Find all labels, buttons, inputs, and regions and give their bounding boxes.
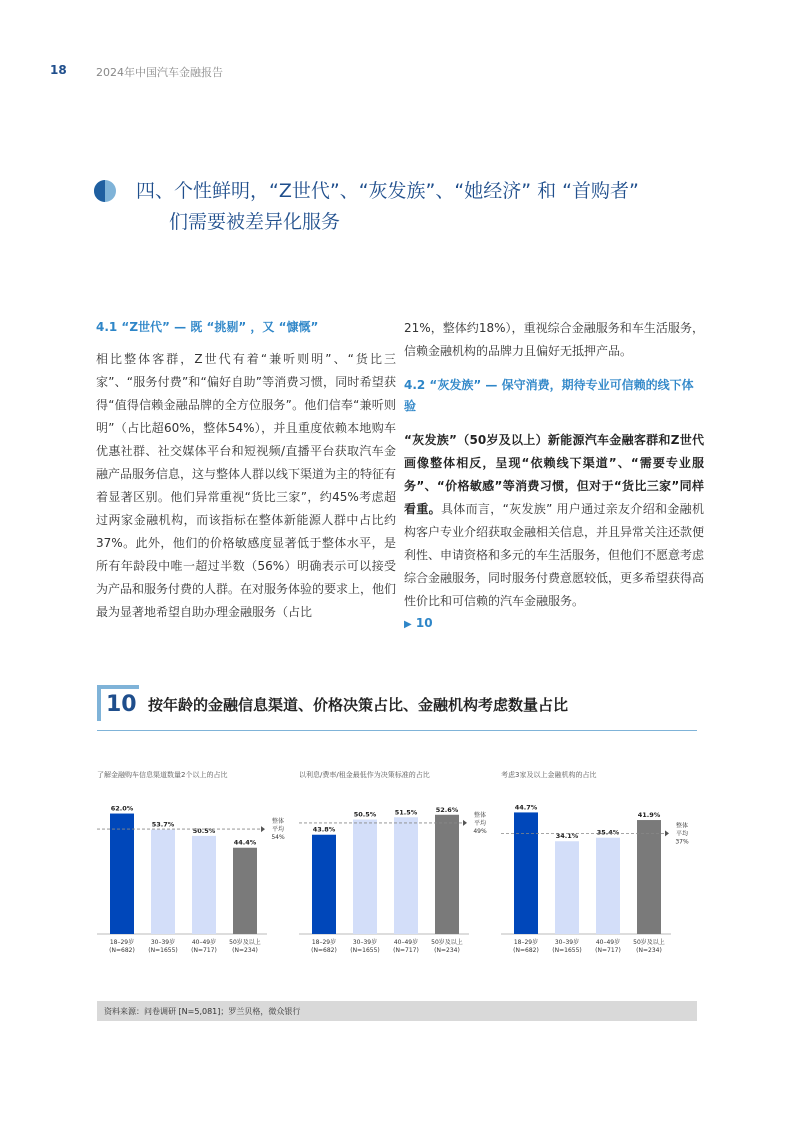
average-label: 37% <box>675 838 689 846</box>
figure-number: 10 <box>97 685 139 721</box>
report-title: 2024年中国汽车金融报告 <box>96 66 223 79</box>
left-column <box>96 317 396 624</box>
x-tick-sample-size: (N=682) <box>513 947 539 954</box>
figure-divider <box>97 730 697 731</box>
x-tick-label: 30–39岁 <box>554 939 580 946</box>
x-tick-sample-size: (N=717) <box>393 947 419 954</box>
average-arrow-icon <box>665 830 669 836</box>
bar-value-label: 44.7% <box>514 803 538 812</box>
x-tick-sample-size: (N=234) <box>434 947 460 954</box>
bar <box>637 820 661 934</box>
bar <box>555 841 579 934</box>
average-label: 平均 <box>473 819 487 827</box>
bar <box>353 820 377 934</box>
chart-svg <box>299 784 499 974</box>
play-arrow-icon: ▶ <box>404 619 412 630</box>
bar-value-label: 62.0% <box>110 804 134 813</box>
chart-info-channels <box>97 770 297 970</box>
bar-value-label: 44.4% <box>233 838 257 847</box>
x-tick-sample-size: (N=717) <box>595 947 621 954</box>
right-column <box>404 317 704 630</box>
bar-value-label: 41.9% <box>637 811 661 820</box>
bar-value-label: 34.1% <box>555 832 579 841</box>
average-arrow-icon <box>261 826 265 832</box>
bar <box>151 830 175 934</box>
gen-z-paragraph-continued: 21%，整体约18%），重视综合金融服务和车生活服务，信赖金融机构的品牌力且偏好无抵押产品。 <box>404 321 704 358</box>
average-label: 整体 <box>473 811 487 819</box>
subsection-heading-gen-z: 4.1 “Z世代” — 既 “挑剔” ，又 “慷慨” <box>96 320 319 334</box>
section-circle-icon <box>94 180 116 202</box>
chart-title: 考虑3家及以上金融机构的占比 <box>501 771 597 779</box>
x-tick-label: 50岁及以上 <box>431 939 463 946</box>
x-tick-sample-size: (N=717) <box>191 947 217 954</box>
silver-paragraph <box>404 429 704 613</box>
chart-svg <box>501 784 701 974</box>
x-tick-label: 18–29岁 <box>513 939 539 946</box>
x-tick-sample-size: (N=234) <box>636 947 662 954</box>
chart-title: 以利息/费率/租金最低作为决策标准的占比 <box>299 771 430 779</box>
bar <box>596 838 620 934</box>
bar <box>435 815 459 934</box>
x-tick-sample-size: (N=1655) <box>148 947 178 954</box>
bar-value-label: 50.5% <box>192 826 216 835</box>
x-tick-label: 50岁及以上 <box>229 939 261 946</box>
figure-title: 按年龄的金融信息渠道、价格决策占比、金融机构考虑数量占比 <box>148 696 569 714</box>
chart-title: 了解金融购车信息渠道数量2个以上的占比 <box>97 771 228 779</box>
bar <box>312 835 336 934</box>
x-tick-sample-size: (N=234) <box>232 947 258 954</box>
chart-svg <box>97 784 297 974</box>
bar-value-label: 51.5% <box>394 808 418 817</box>
x-tick-label: 30–39岁 <box>150 939 176 946</box>
x-tick-label: 18–29岁 <box>109 939 135 946</box>
section-title <box>136 176 726 238</box>
x-tick-label: 40–49岁 <box>595 939 621 946</box>
chart-price-decision <box>299 770 499 970</box>
bar <box>514 812 538 934</box>
silver-bold-summary: “灰发族”（50岁及以上）新能源汽车金融客群和Z世代画像整体相反，呈现“依赖线下渠道”、“需要专业服务”、“价格敏感”等消费习惯，但对于“货比三家”同样看重。 <box>404 433 704 516</box>
bar-value-label: 52.6% <box>435 805 459 814</box>
average-label: 平均 <box>675 830 689 838</box>
chart-institutions-considered <box>501 770 701 970</box>
bar <box>110 814 134 934</box>
page-number: 18 <box>50 63 67 77</box>
figure-link[interactable] <box>404 616 704 630</box>
x-tick-label: 40–49岁 <box>191 939 217 946</box>
x-tick-label: 50岁及以上 <box>633 939 665 946</box>
bar <box>394 817 418 934</box>
x-tick-sample-size: (N=682) <box>311 947 337 954</box>
average-label: 整体 <box>271 818 285 826</box>
silver-body-text: 具体而言，“灰发族” 用户通过亲友介绍和金融机构客户专业介绍获取金融相关信息，并且异常关注还款便利性、申请资格和多元的车生活服务，但他们不愿意考虑综合金融服务，同时服务付费意愿较低，更多希望获得高性价比和可信赖的汽车金融服务。 <box>404 502 705 608</box>
average-label: 平均 <box>271 826 285 834</box>
average-label: 整体 <box>675 822 689 830</box>
x-tick-sample-size: (N=1655) <box>552 947 582 954</box>
source-note: 资料来源：问卷调研 [N=5,081]；罗兰贝格，微众银行 <box>97 1001 697 1021</box>
bar <box>233 848 257 934</box>
subsection-heading-silver: 4.2 “灰发族” — 保守消费，期待专业可信赖的线下体验 <box>404 378 694 413</box>
x-tick-label: 30–39岁 <box>352 939 378 946</box>
gen-z-paragraph: 相比整体客群，Z世代有着“兼听则明”、“货比三家”、“服务付费”和“偏好自助”等消费习惯，同时希望获得“值得信赖金融品牌的全方位服务”。他们信奉“兼听则明”（占比超60%，整体54%），并且重度依赖本地购车优惠社群、社交媒体平台和短视频/直播平台获取汽车金融产品服务信息，这与整体人群以线下渠道为主的特征有着显著区别。他们异常重视“货比三家”，约45%考虑超过两家金融机构，而该指标在整体新能源人群中占比约37%。此外，他们的价格敏感度显著低于整体水平，是所有年龄段中唯一超过半数（56%）明确表示可以接受为产品和服务付费的人群。在对服务体验的要求上，他们最为显著地希望自助办理金融服务（占比 <box>96 352 397 619</box>
average-arrow-icon <box>463 820 467 826</box>
bar-value-label: 35.4% <box>596 828 620 837</box>
bar <box>192 836 216 934</box>
bar-value-label: 43.8% <box>312 825 336 834</box>
bar-value-label: 53.7% <box>151 820 175 829</box>
x-tick-sample-size: (N=1655) <box>350 947 380 954</box>
bar-value-label: 50.5% <box>353 810 377 819</box>
section-title-line-1: 四、个性鲜明，“Z世代”、“灰发族”、“她经济” 和 “首购者” <box>136 180 639 202</box>
section-title-line-2: 们需要被差异化服务 <box>169 211 341 233</box>
figure-link-number: 10 <box>415 616 433 630</box>
average-label: 49% <box>473 827 487 835</box>
x-tick-sample-size: (N=682) <box>109 947 135 954</box>
average-label: 54% <box>271 834 285 842</box>
x-tick-label: 40–49岁 <box>393 939 419 946</box>
x-tick-label: 18–29岁 <box>311 939 337 946</box>
